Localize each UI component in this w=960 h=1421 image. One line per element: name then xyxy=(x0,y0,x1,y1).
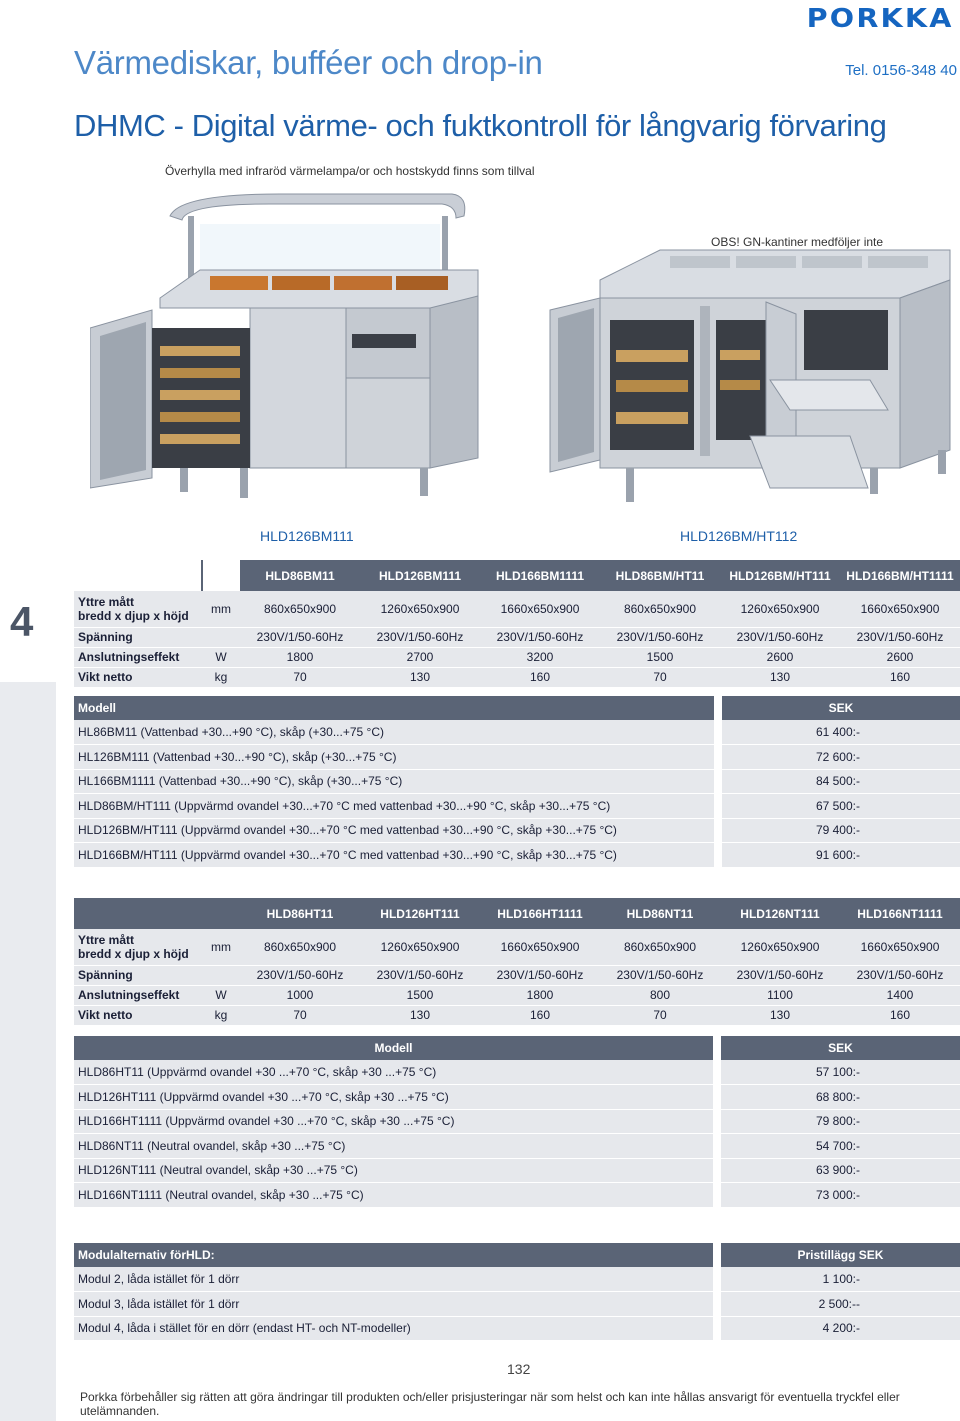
price-row xyxy=(74,720,960,745)
module-row xyxy=(74,1292,960,1317)
spec-value: 70 xyxy=(600,667,720,687)
footer-disclaimer: Porkka förbehåller sig rätten att göra ändringar till produkten och/eller prisjusteringar när som helst och kan inte hållas ansvarigt för eventuella tryckfel eller utelämnanden. xyxy=(80,1390,900,1418)
spec-value: 230V/1/50-60Hz xyxy=(720,965,840,985)
model-header: HLD86NT11 xyxy=(600,898,720,929)
side-strip xyxy=(0,682,56,1421)
spec-value: 1260x650x900 xyxy=(720,929,840,965)
image-label-left: HLD126BM111 xyxy=(260,528,354,544)
price-value: 79 800:- xyxy=(721,1109,960,1134)
row-label-line1: Yttre mått xyxy=(78,594,135,609)
spec-value: 160 xyxy=(480,1005,600,1025)
module-header-left: Modulalternativ förHLD: xyxy=(74,1243,713,1267)
spec-value: 230V/1/50-60Hz xyxy=(840,965,960,985)
price-model: HL166BM1111 (Vattenbad +30...+90 °C), skåp (+30...+75 °C) xyxy=(74,769,714,794)
price-value: 91 600:- xyxy=(722,843,960,868)
price-model: HLD166NT1111 (Neutral ovandel, skåp +30 ...+75 °C) xyxy=(74,1183,713,1208)
price-model: HLD86HT11 (Uppvärmd ovandel +30 ...+70 °C, skåp +30 ...+75 °C) xyxy=(74,1060,713,1085)
model-header: HLD166NT1111 xyxy=(840,898,960,929)
spec-value: 230V/1/50-60Hz xyxy=(840,627,960,647)
spec-value: 1100 xyxy=(720,985,840,1005)
unit: mm xyxy=(202,591,240,627)
header-blank xyxy=(202,898,240,929)
spec-value: 230V/1/50-60Hz xyxy=(600,627,720,647)
spec-value: 800 xyxy=(600,985,720,1005)
model-header: HLD126HT111 xyxy=(360,898,480,929)
price-header-model: Modell xyxy=(74,1036,713,1060)
header-blank xyxy=(202,560,240,591)
price-value: 54 700:- xyxy=(721,1134,960,1159)
header-blank xyxy=(74,560,202,591)
row-label: Vikt netto xyxy=(74,1005,202,1025)
model-header: HLD166BM/HT1111 xyxy=(840,560,960,591)
price-value: 67 500:- xyxy=(722,794,960,819)
product-image-left xyxy=(90,188,480,508)
module-table xyxy=(74,1243,960,1341)
price-model: HLD126HT111 (Uppvärmd ovandel +30 ...+70 °C, skåp +30 ...+75 °C) xyxy=(74,1085,713,1110)
price-value: 63 900:- xyxy=(721,1158,960,1183)
spec-row-dimensions xyxy=(74,591,960,627)
spec-row-weight xyxy=(74,667,960,687)
spec-value: 1660x650x900 xyxy=(840,929,960,965)
spec-value: 230V/1/50-60Hz xyxy=(480,965,600,985)
model-header: HLD126BM111 xyxy=(360,560,480,591)
spec-value: 130 xyxy=(720,667,840,687)
model-header: HLD86BM/HT11 xyxy=(600,560,720,591)
spec-value: 160 xyxy=(840,667,960,687)
price-row xyxy=(74,1134,960,1159)
row-label-line2: bredd x djup x höjd xyxy=(78,608,189,623)
spec-value: 230V/1/50-60Hz xyxy=(480,627,600,647)
spec-value: 230V/1/50-60Hz xyxy=(720,627,840,647)
spec-row-voltage xyxy=(74,627,960,647)
module-name: Modul 2, låda istället för 1 dörr xyxy=(74,1267,713,1292)
spec-value: 230V/1/50-60Hz xyxy=(240,627,360,647)
module-price: 4 200:- xyxy=(721,1316,960,1341)
row-label: Anslutningseffekt xyxy=(74,647,202,667)
header-blank xyxy=(74,898,202,929)
price-model: HLD166HT1111 (Uppvärmd ovandel +30 ...+70 °C, skåp +30 ...+75 °C) xyxy=(74,1109,713,1134)
spec-value: 1800 xyxy=(240,647,360,667)
model-header: HLD86HT11 xyxy=(240,898,360,929)
product-image-right xyxy=(540,240,960,512)
unit: mm xyxy=(202,929,240,965)
price-header-model: Modell xyxy=(74,696,714,720)
main-heading: DHMC - Digital värme- och fuktkontroll för långvarig förvaring xyxy=(74,108,887,143)
row-label xyxy=(74,591,202,627)
row-label-line1: Yttre mått xyxy=(78,932,135,947)
model-header: HLD126NT111 xyxy=(720,898,840,929)
price-value: 72 600:- xyxy=(722,745,960,770)
spec-value: 230V/1/50-60Hz xyxy=(360,965,480,985)
module-row xyxy=(74,1267,960,1292)
unit: W xyxy=(202,647,240,667)
spec-value: 1260x650x900 xyxy=(720,591,840,627)
model-header: HLD166HT1111 xyxy=(480,898,600,929)
module-header-right: Pristillägg SEK xyxy=(721,1243,960,1267)
unit xyxy=(202,627,240,647)
spec-value: 70 xyxy=(240,1005,360,1025)
spec-table-2 xyxy=(74,898,960,1026)
price-value: 79 400:- xyxy=(722,818,960,843)
unit: kg xyxy=(202,1005,240,1025)
spec-value: 230V/1/50-60Hz xyxy=(240,965,360,985)
spec-value: 1260x650x900 xyxy=(360,591,480,627)
module-name: Modul 3, låda istället för 1 dörr xyxy=(74,1292,713,1317)
spec-value: 860x650x900 xyxy=(600,591,720,627)
row-label: Spänning xyxy=(74,965,202,985)
price-value: 84 500:- xyxy=(722,769,960,794)
price-value: 68 800:- xyxy=(721,1085,960,1110)
spec-value: 1800 xyxy=(480,985,600,1005)
price-row xyxy=(74,794,960,819)
spec-row-power xyxy=(74,647,960,667)
unit: kg xyxy=(202,667,240,687)
spec-value: 230V/1/50-60Hz xyxy=(600,965,720,985)
price-value: 57 100:- xyxy=(721,1060,960,1085)
model-header: HLD166BM1111 xyxy=(480,560,600,591)
spec-value: 1660x650x900 xyxy=(480,929,600,965)
price-value: 73 000:- xyxy=(721,1183,960,1208)
price-row xyxy=(74,1060,960,1085)
price-row xyxy=(74,769,960,794)
module-price: 2 500:-- xyxy=(721,1292,960,1317)
spec-value: 1500 xyxy=(600,647,720,667)
spec-table-1 xyxy=(74,560,960,688)
spec-value: 860x650x900 xyxy=(240,591,360,627)
price-model: HLD126BM/HT111 (Uppvärmd ovandel +30...+70 °C med vattenbad +30...+90 °C, skåp +30...+75 °C) xyxy=(74,818,714,843)
chapter-number: 4 xyxy=(10,598,34,645)
price-header-sek: SEK xyxy=(721,1036,960,1060)
price-value: 61 400:- xyxy=(722,720,960,745)
row-label: Anslutningseffekt xyxy=(74,985,202,1005)
price-header-sek: SEK xyxy=(722,696,960,720)
spec-value: 1260x650x900 xyxy=(360,929,480,965)
price-header-row xyxy=(74,696,960,720)
spec-row-voltage xyxy=(74,965,960,985)
unit xyxy=(202,965,240,985)
spec-header-row xyxy=(74,560,960,591)
row-label xyxy=(74,929,202,965)
spec-value: 70 xyxy=(240,667,360,687)
module-price: 1 100:- xyxy=(721,1267,960,1292)
logo-text: PORKKA xyxy=(807,4,954,34)
spec-value: 2600 xyxy=(840,647,960,667)
page-number: 132 xyxy=(507,1361,531,1377)
price-model: HL86BM11 (Vattenbad +30...+90 °C), skåp (+30...+75 °C) xyxy=(74,720,714,745)
option-note: Överhylla med infraröd värmelampa/or och hostskydd finns som tillval xyxy=(165,164,535,178)
spec-value: 130 xyxy=(360,1005,480,1025)
price-model: HLD86NT11 (Neutral ovandel, skåp +30 ...+75 °C) xyxy=(74,1134,713,1159)
porkka-logo xyxy=(780,4,956,34)
spec-value: 160 xyxy=(480,667,600,687)
page-title: Värmediskar, bufféer och drop-in xyxy=(74,44,543,81)
spec-value: 230V/1/50-60Hz xyxy=(360,627,480,647)
spec-header-row xyxy=(74,898,960,929)
price-row xyxy=(74,1183,960,1208)
spec-value: 2700 xyxy=(360,647,480,667)
module-header-row xyxy=(74,1243,960,1267)
spec-value: 860x650x900 xyxy=(240,929,360,965)
image-label-right: HLD126BM/HT112 xyxy=(680,528,798,544)
spec-row-weight xyxy=(74,1005,960,1025)
spec-value: 70 xyxy=(600,1005,720,1025)
spec-value: 1660x650x900 xyxy=(840,591,960,627)
unit: W xyxy=(202,985,240,1005)
price-row xyxy=(74,1158,960,1183)
price-model: HLD166BM/HT111 (Uppvärmd ovandel +30...+70 °C med vattenbad +30...+90 °C, skåp +30...+75 °C) xyxy=(74,843,714,868)
module-row xyxy=(74,1316,960,1341)
spec-value: 130 xyxy=(720,1005,840,1025)
spec-value: 3200 xyxy=(480,647,600,667)
module-name: Modul 4, låda i stället för en dörr (endast HT- och NT-modeller) xyxy=(74,1316,713,1341)
price-header-row xyxy=(74,1036,960,1060)
spec-value: 1400 xyxy=(840,985,960,1005)
model-header: HLD126BM/HT111 xyxy=(720,560,840,591)
spec-value: 130 xyxy=(360,667,480,687)
spec-value: 2600 xyxy=(720,647,840,667)
spec-value: 860x650x900 xyxy=(600,929,720,965)
price-model: HL126BM111 (Vattenbad +30...+90 °C), skåp (+30...+75 °C) xyxy=(74,745,714,770)
price-row xyxy=(74,818,960,843)
row-label-line2: bredd x djup x höjd xyxy=(78,946,189,961)
telephone: Tel. 0156-348 40 xyxy=(845,62,957,79)
price-row xyxy=(74,745,960,770)
model-header: HLD86BM11 xyxy=(240,560,360,591)
obs-note: OBS! GN-kantiner medföljer inte xyxy=(711,235,884,249)
spec-row-dimensions xyxy=(74,929,960,965)
price-row xyxy=(74,1109,960,1134)
spec-value: 160 xyxy=(840,1005,960,1025)
spec-value: 1000 xyxy=(240,985,360,1005)
price-model: HLD86BM/HT111 (Uppvärmd ovandel +30...+70 °C med vattenbad +30...+90 °C, skåp +30...+75 °C) xyxy=(74,794,714,819)
price-table-2 xyxy=(74,1036,960,1208)
spec-value: 1500 xyxy=(360,985,480,1005)
spec-row-power xyxy=(74,985,960,1005)
price-model: HLD126NT111 (Neutral ovandel, skåp +30 ...+75 °C) xyxy=(74,1158,713,1183)
row-label: Vikt netto xyxy=(74,667,202,687)
row-label: Spänning xyxy=(74,627,202,647)
price-row xyxy=(74,1085,960,1110)
price-table-1 xyxy=(74,696,960,868)
price-row xyxy=(74,843,960,868)
spec-value: 1660x650x900 xyxy=(480,591,600,627)
